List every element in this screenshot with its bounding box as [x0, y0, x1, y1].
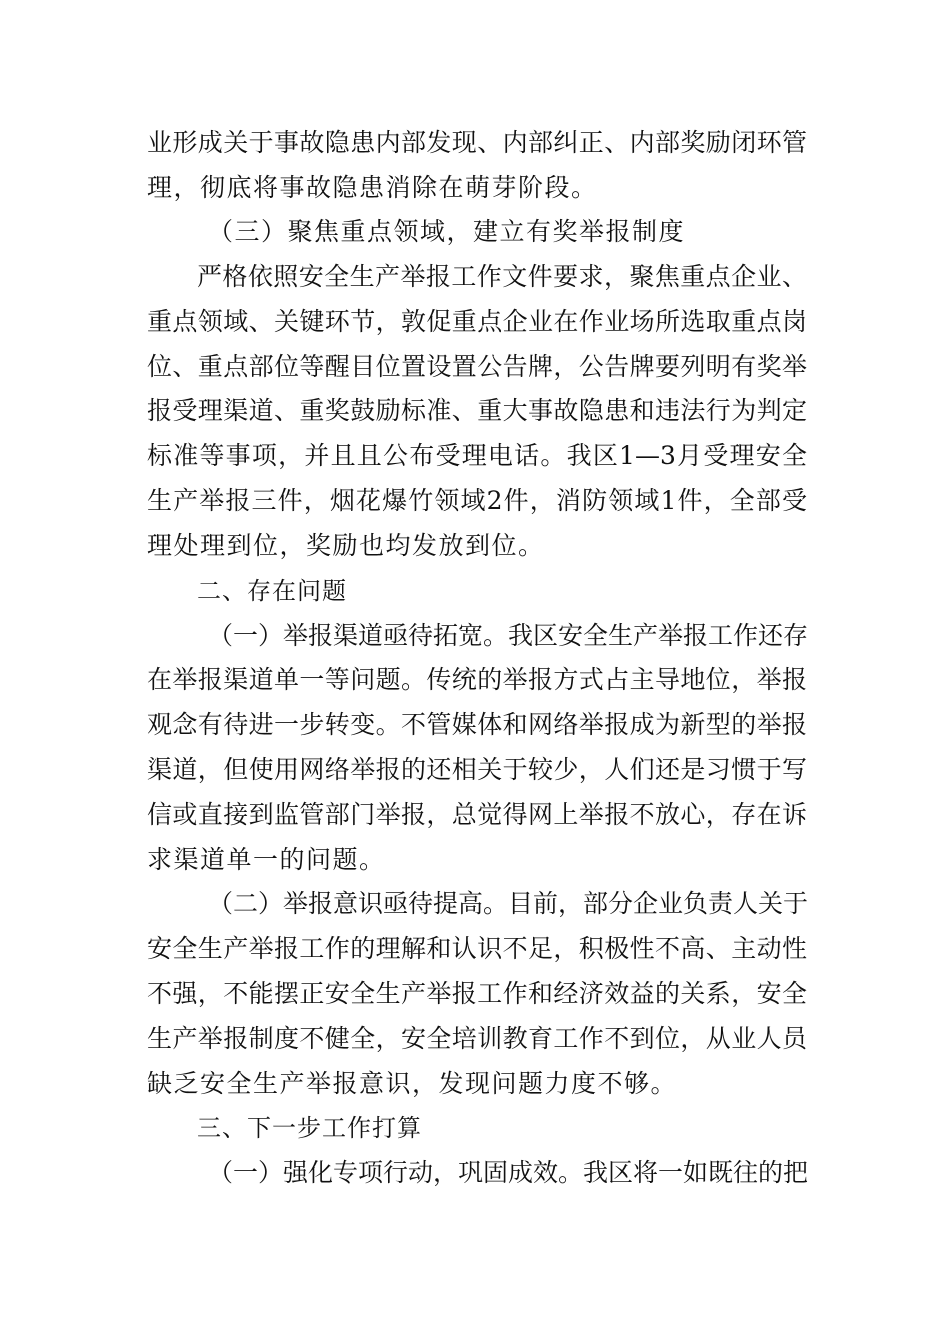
- text-line: 在举报渠道单一等问题。传统的举报方式占主导地位，举报: [147, 665, 807, 694]
- text-line: 标准等事项，并且且公布受理电话。我区1—3月受理安全: [147, 441, 807, 470]
- text-line: 严格依照安全生产举报工作文件要求，聚焦重点企业、: [197, 262, 807, 291]
- text-line: 业形成关于事故隐患内部发现、内部纠正、内部奖励闭环管: [147, 128, 807, 157]
- text-line: （一）举报渠道亟待拓宽。我区安全生产举报工作还存: [208, 621, 809, 650]
- text-line: 生产举报三件，烟花爆竹领域2件，消防领域1件，全部受: [147, 486, 807, 515]
- text-line: 重点领域、关键环节，敦促重点企业在作业场所选取重点岗: [147, 307, 807, 336]
- text-line: 报受理渠道、重奖鼓励标准、重大事故隐患和违法行为判定: [147, 396, 807, 425]
- text-line: 观念有待进一步转变。不管媒体和网络举报成为新型的举报: [147, 710, 807, 739]
- text-line: 不强，不能摆正安全生产举报工作和经济效益的关系，安全: [147, 979, 807, 1008]
- text-line: 缺乏安全生产举报意识，发现问题力度不够。: [147, 1069, 678, 1098]
- text-line: 位、重点部位等醒目位置设置公告牌，公告牌要列明有奖举: [147, 352, 807, 381]
- text-line: 信或直接到监管部门举报，总觉得网上举报不放心，存在诉: [147, 800, 807, 829]
- section-heading: 二、存在问题: [197, 577, 347, 605]
- section-subheading: （三）聚焦重点领域，建立有奖举报制度: [208, 217, 686, 246]
- text-line: 理，彻底将事故隐患消除在萌芽阶段。: [147, 173, 598, 202]
- text-line: （二）举报意识亟待提高。目前，部分企业负责人关于: [208, 889, 809, 918]
- section-heading: 三、下一步工作打算: [197, 1114, 422, 1142]
- text-line: 安全生产举报工作的理解和认识不足，积极性不高、主动性: [147, 934, 807, 963]
- text-line: 生产举报制度不健全，安全培训教育工作不到位，从业人员: [147, 1024, 807, 1053]
- text-line: 求渠道单一的问题。: [147, 845, 386, 874]
- text-line: （一）强化专项行动，巩固成效。我区将一如既往的把: [208, 1158, 809, 1187]
- text-line: 理处理到位，奖励也均发放到位。: [147, 531, 545, 560]
- text-line: 渠道，但使用网络举报的还相关于较少，人们还是习惯于写: [147, 755, 807, 784]
